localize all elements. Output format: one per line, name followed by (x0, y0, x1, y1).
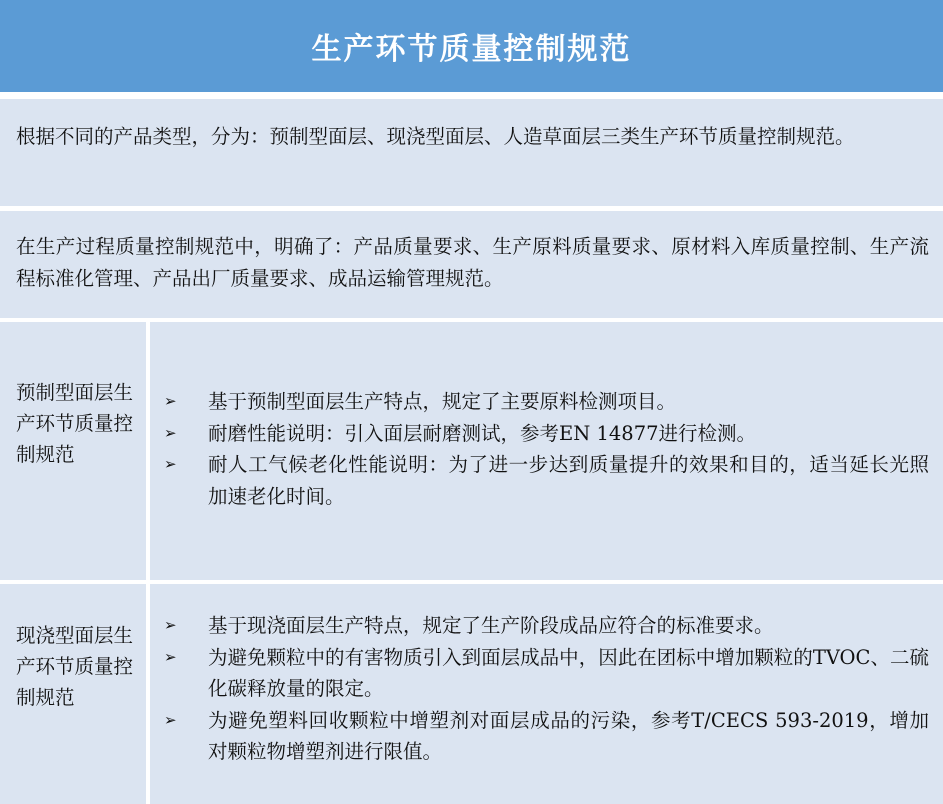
intro-row-1 (0, 99, 943, 206)
title-bar (0, 0, 943, 92)
intro-text-1: 根据不同的产品类型，分为：预制型面层、现浇型面层、人造草面层三类生产环节质量控制规范。 (16, 125, 855, 148)
section-label: 预制型面层生产环节质量控制规范 (16, 381, 134, 466)
section-cast-in-place (0, 584, 943, 804)
section-content-cell (150, 584, 943, 804)
bullet-item (162, 418, 929, 450)
section-precast (0, 322, 943, 580)
bullet-text: 耐人工气候老化性能说明：为了进一步达到质量提升的效果和目的，适当延长光照加速老化时间。 (208, 453, 929, 508)
intro-text-2: 在生产过程质量控制规范中，明确了：产品质量要求、生产原料质量要求、原材料入库质量控制、生产流程标准化管理、产品出厂质量要求、成品运输管理规范。 (16, 235, 929, 290)
section-label-cell (0, 322, 146, 580)
arrow-bullet-icon: ➢ (164, 392, 177, 410)
section-label: 现浇型面层生产环节质量控制规范 (16, 624, 134, 709)
bullet-list (162, 386, 929, 512)
bullet-item (162, 386, 929, 418)
bullet-text: 基于预制型面层生产特点，规定了主要原料检测项目。 (208, 390, 677, 413)
bullet-item (162, 642, 929, 705)
arrow-bullet-icon: ➢ (164, 423, 177, 442)
bullet-list (162, 610, 929, 768)
arrow-bullet-icon: ➢ (164, 710, 177, 729)
page-title: 生产环节质量控制规范 (311, 32, 632, 67)
bullet-text: 基于现浇面层生产特点，规定了生产阶段成品应符合的标准要求。 (208, 614, 774, 637)
arrow-bullet-icon: ➢ (164, 647, 177, 666)
arrow-bullet-icon: ➢ (164, 455, 177, 473)
bullet-text: 为避免颗粒中的有害物质引入到面层成品中，因此在团标中增加颗粒的TVOC、二硫化碳释放量的限定。 (208, 645, 929, 700)
bullet-item (162, 449, 929, 512)
bullet-item (162, 705, 929, 768)
bullet-item (162, 610, 929, 642)
bullet-text: 为避免塑料回收颗粒中增塑剂对面层成品的污染，参考T/CECS 593-2019，增加对颗粒物增塑剂进行限值。 (208, 708, 929, 763)
section-content-cell (150, 322, 943, 580)
intro-row-2 (0, 211, 943, 318)
bullet-text: 耐磨性能说明：引入面层耐磨测试，参考EN 14877进行检测。 (208, 421, 757, 445)
section-label-cell (0, 584, 146, 804)
arrow-bullet-icon: ➢ (164, 616, 177, 634)
